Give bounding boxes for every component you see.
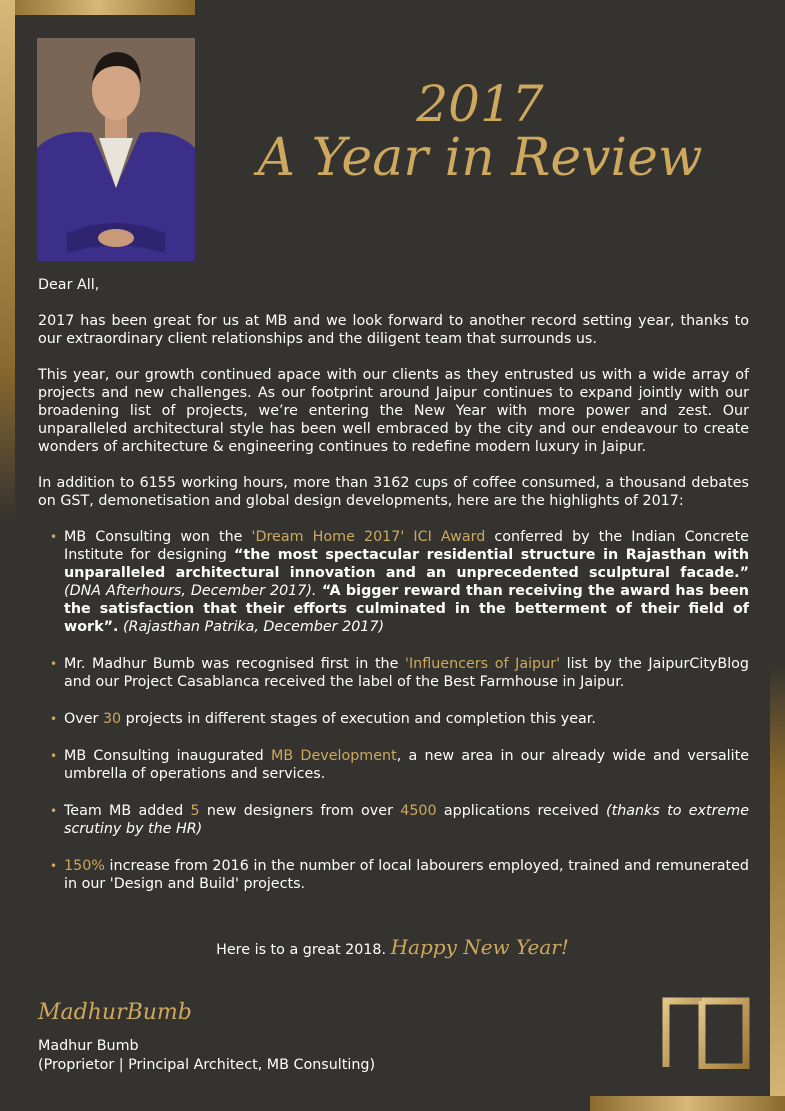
division-name: MB Development [271,748,397,764]
project-count: 30 [102,711,122,727]
signatory-name: Madhur Bumb [38,1038,139,1054]
text: new designers from over [199,803,401,819]
mb-logo-icon [662,997,750,1069]
signature: MadhurBumb [38,1000,192,1025]
list-name: 'Influencers of Jaipur' [405,656,561,672]
portrait-photo [37,38,195,261]
highlight-award [38,528,749,636]
heading-title: A Year in Review [257,127,703,188]
highlight-influencers [38,655,749,691]
citation: (Rajasthan Patrika, December 2017) [118,619,385,635]
text: , a new area in our already wide and versalite umbrella of operations and services. [64,748,750,782]
closing-script: Happy New Year! [390,935,569,959]
text: list by the JaipurCityBlog and our Project Casablanca received the label of the Best Farmhouse in Jaipur. [64,656,749,690]
designer-count: 5 [190,803,200,819]
gold-frame-bottom [590,1096,785,1111]
gold-frame-left [0,0,15,520]
highlight-team [38,802,749,838]
closing-text: Here is to a great 2018. [216,942,391,958]
quote: “the most spectacular residential structure in Rajasthan with unparalleled architectural innovation and an unprecedented sculptural facade.” [64,547,749,581]
text: MB Consulting inaugurated [64,748,272,764]
application-count: 4500 [400,803,437,819]
text: Mr. Madhur Bumb was recognised first in the [64,656,406,672]
closing-line [0,935,785,959]
quote: “A bigger reward than receiving the award has been the satisfaction that their efforts culminated in the betterment of their field of work”. [64,583,749,635]
highlight-development [38,747,749,783]
highlight-labourers [38,857,749,893]
heading-year: 2017 [416,75,544,133]
paragraph-intro: 2017 has been great for us at MB and we look forward to another record setting year, thanks to our extraordinary client relationships and the diligent team that surrounds us. [38,313,749,347]
signatory-role: (Proprietor | Principal Architect, MB Consulting) [38,1057,376,1073]
text: applications received [436,803,607,819]
increase-percent: 150% [64,858,105,874]
text: Team MB added [64,803,191,819]
citation: (DNA Afterhours, December 2017). [64,583,317,599]
letter-body [38,276,749,912]
text: increase from 2016 in the number of local labourers employed, trained and remunerated in our 'Design and Build' projects. [64,858,749,892]
page-heading [230,75,730,188]
aside: (thanks to extreme scrutiny by the HR) [64,803,749,837]
paragraph-stats: In addition to 6155 working hours, more than 3162 cups of coffee consumed, a thousand debates on GST, demonetisation and global design developments, here are the highlights of 2017: [38,475,749,509]
text: conferred by the Indian Concrete Institute for designing [64,529,749,563]
salutation: Dear All, [38,277,100,293]
highlight-projects [38,710,749,728]
gold-frame-right [770,665,785,1111]
award-name: 'Dream Home 2017' ICI Award [251,529,486,545]
text: projects in different stages of execution and completion this year. [121,711,596,727]
gold-frame-top [0,0,195,15]
highlights-list [38,528,749,893]
text: Over [64,711,103,727]
text: MB Consulting won the [64,529,252,545]
paragraph-growth: This year, our growth continued apace with our clients as they entrusted us with a wide array of projects and new challenges. As our footprint around Jaipur continues to expand jointly with our broadening list of projects, we’re entering the New Year with more power and zest. Our unparalleled architectural style has been well embraced by the city and our endeavour to create wonders of architecture & engineering continues to redefine modern luxury in Jaipur. [38,367,749,455]
portrait-figure [37,38,195,261]
